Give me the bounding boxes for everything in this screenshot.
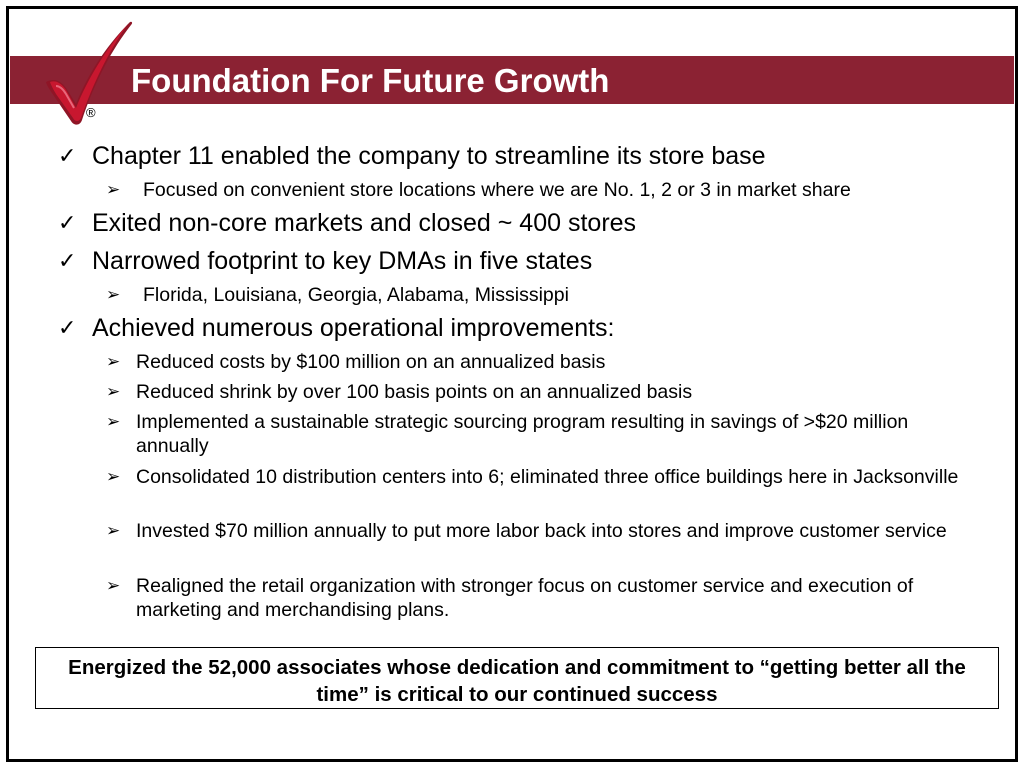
arrow-bullet-icon: ➢: [106, 467, 121, 486]
arrow-bullet-icon: ➢: [106, 180, 121, 199]
bullet-text: Chapter 11 enabled the company to streamline its store base: [92, 142, 766, 170]
callout-box: Energized the 52,000 associates whose dedication and commitment to “getting better all the time” is critical to our continued success: [35, 647, 999, 709]
sub-bullet-text: Reduced costs by $100 million on an annualized basis: [136, 351, 606, 373]
checkmark-icon: ✓: [58, 143, 77, 168]
checkmark-icon: ✓: [58, 210, 77, 235]
sub-bullet-text: Reduced shrink by over 100 basis points on an annualized basis: [136, 381, 693, 403]
sub-bullet-text: Consolidated 10 distribution centers into 6; eliminated three office buildings here in Jacksonville: [136, 466, 959, 488]
sub-bullet-text: Implemented a sustainable strategic sourcing program resulting in savings of >$20 million annually: [136, 411, 909, 457]
sub-bullet-text: Florida, Louisiana, Georgia, Alabama, Mississippi: [143, 284, 569, 306]
slide-title: Foundation For Future Growth: [131, 62, 610, 99]
arrow-bullet-icon: ➢: [106, 382, 121, 401]
sub-bullet-text: Focused on convenient store locations where we are No. 1, 2 or 3 in market share: [143, 179, 851, 201]
arrow-bullet-icon: ➢: [106, 521, 121, 540]
bullet-text: Narrowed footprint to key DMAs in five states: [92, 247, 593, 275]
arrow-bullet-icon: ➢: [106, 352, 121, 371]
registered-mark: ®: [86, 105, 96, 120]
checkmark-icon: ✓: [58, 315, 77, 340]
arrow-bullet-icon: ➢: [106, 576, 121, 595]
checkmark-icon: ✓: [58, 248, 77, 273]
sub-bullet-text: Realigned the retail organization with stronger focus on customer service and execution of marketing and merchandising plans.: [136, 575, 914, 621]
sub-bullet-text: Invested $70 million annually to put more labor back into stores and improve customer service: [136, 520, 947, 542]
bullet-text: Exited non-core markets and closed ~ 400 stores: [92, 209, 637, 237]
bullet-text: Achieved numerous operational improvements:: [92, 314, 615, 342]
arrow-bullet-icon: ➢: [106, 412, 121, 431]
arrow-bullet-icon: ➢: [106, 285, 121, 304]
